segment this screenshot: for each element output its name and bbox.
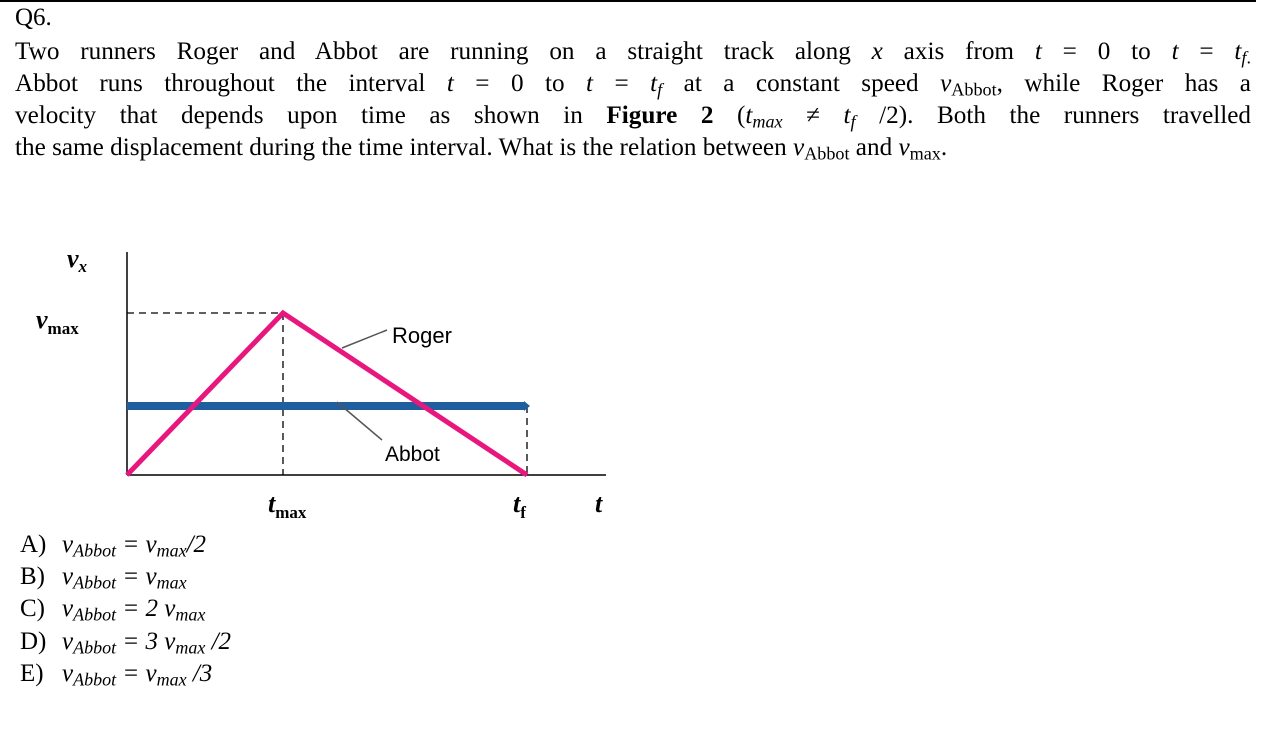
stem-text-run: velocity that depends upon time as shown in [15, 102, 607, 129]
option-var-sub: Abbot [73, 669, 117, 690]
stem-text-run: and [849, 134, 899, 161]
option-var: v [62, 563, 74, 591]
option-expression [62, 595, 206, 625]
question-number: Q6. [15, 4, 52, 31]
option-var2-sub: max [156, 669, 187, 690]
stem-text-run: v [793, 134, 805, 161]
option-tail: /2 [186, 531, 207, 558]
option-letter: E) [20, 659, 44, 687]
option-d[interactable] [20, 626, 231, 658]
t-axis-label: t [595, 489, 603, 518]
roger-label: Roger [392, 323, 452, 348]
stem-text-run: /2). Both the runners travelled [855, 102, 1252, 129]
option-rest: = v [116, 531, 157, 558]
stem-text-run: . [1246, 47, 1251, 68]
option-letter: B) [20, 563, 45, 591]
option-var2-sub: max [175, 604, 206, 625]
answer-options [20, 529, 231, 690]
stem-text-run: at a constant speed [662, 70, 941, 97]
option-var2-sub: max [175, 637, 206, 658]
option-var-sub: Abbot [73, 572, 117, 593]
option-expression [62, 627, 232, 658]
stem-text-run: t [1171, 38, 1179, 65]
vmax-label: $v_{max}$ [36, 305, 79, 338]
roger-label-leader [342, 330, 387, 348]
stem-text-run: Figure 2 [606, 102, 714, 129]
option-e[interactable] [20, 658, 231, 690]
stem-text-run: f [657, 79, 663, 100]
option-a[interactable] [20, 529, 231, 561]
stem-text-run: t [586, 70, 594, 97]
option-var-sub: Abbot [73, 540, 117, 561]
abbot-label: Abbot [385, 443, 440, 466]
stem-text-run: ( [713, 102, 746, 129]
option-rest: = 3 v [116, 627, 176, 655]
option-expression [62, 531, 207, 561]
stem-text-run: f [1241, 47, 1247, 68]
stem-text-run: v [898, 134, 910, 161]
option-tail: /3 [186, 659, 213, 687]
stem-text-run: v [940, 70, 952, 97]
option-var2-sub: max [156, 540, 187, 561]
roger-velocity-line [127, 313, 527, 475]
stem-text-run: the same displacement during the time interval. What is the relation between [15, 134, 793, 161]
option-tail: /2 [205, 627, 232, 655]
stem-text-run: , while Roger has a [996, 70, 1251, 97]
stem-text-run: max [909, 143, 941, 164]
option-var: v [62, 531, 74, 558]
stem-line [15, 100, 1251, 132]
stem-line [15, 132, 1251, 164]
v-axis-label: vx [67, 244, 88, 276]
stem-text-run: f [850, 111, 856, 132]
option-expression [62, 563, 187, 593]
option-letter: C) [20, 595, 45, 623]
velocity-time-figure [0, 230, 660, 530]
stem-text-run: Abbot [804, 143, 850, 164]
stem-text-run: Abbot runs throughout the interval [15, 70, 447, 97]
option-expression [62, 659, 213, 690]
stem-line [15, 68, 1251, 100]
stem-text-run: t [446, 70, 454, 97]
option-rest: = 2 v [116, 595, 176, 623]
stem-text-run: x [871, 38, 883, 65]
stem-text-run: Abbot [951, 79, 997, 100]
tmax-label: $t_{max}$ [268, 489, 307, 522]
stem-text-run: t [843, 102, 851, 129]
stem-text-run: t [1234, 38, 1242, 65]
option-c[interactable] [20, 593, 231, 625]
stem-text-run: t [1034, 38, 1042, 65]
stem-text-run: t [650, 70, 658, 97]
option-var2-sub: max [156, 572, 187, 593]
option-var: v [62, 659, 74, 687]
tf-label: $t_f$ [513, 489, 526, 522]
option-var-sub: Abbot [73, 604, 117, 625]
stem-text-run: . [940, 134, 948, 161]
stem-text-run: = [1178, 38, 1235, 65]
option-var-sub: Abbot [73, 637, 117, 658]
option-rest: = v [116, 659, 157, 687]
velocity-time-graph [0, 230, 660, 530]
stem-text-run: Two runners Roger and Abbot are running on a straight track along [15, 38, 872, 65]
stem-text-run: max [752, 111, 783, 132]
stem-line [15, 36, 1251, 68]
stem-text-run: = 0 to [1041, 38, 1172, 65]
question-stem [15, 36, 1251, 164]
option-var: v [62, 595, 74, 623]
stem-text-run: = [593, 70, 651, 97]
top-rule [0, 0, 1256, 2]
option-letter: D) [20, 627, 47, 655]
stem-text-run: ≠ [782, 102, 844, 129]
option-b[interactable] [20, 561, 231, 593]
stem-text-run: t [745, 102, 753, 129]
option-rest: = v [116, 563, 157, 591]
stem-text-run: = 0 to [453, 70, 587, 97]
option-letter: A) [20, 531, 47, 558]
stem-text-run: axis from [882, 38, 1035, 65]
option-var: v [62, 627, 74, 655]
